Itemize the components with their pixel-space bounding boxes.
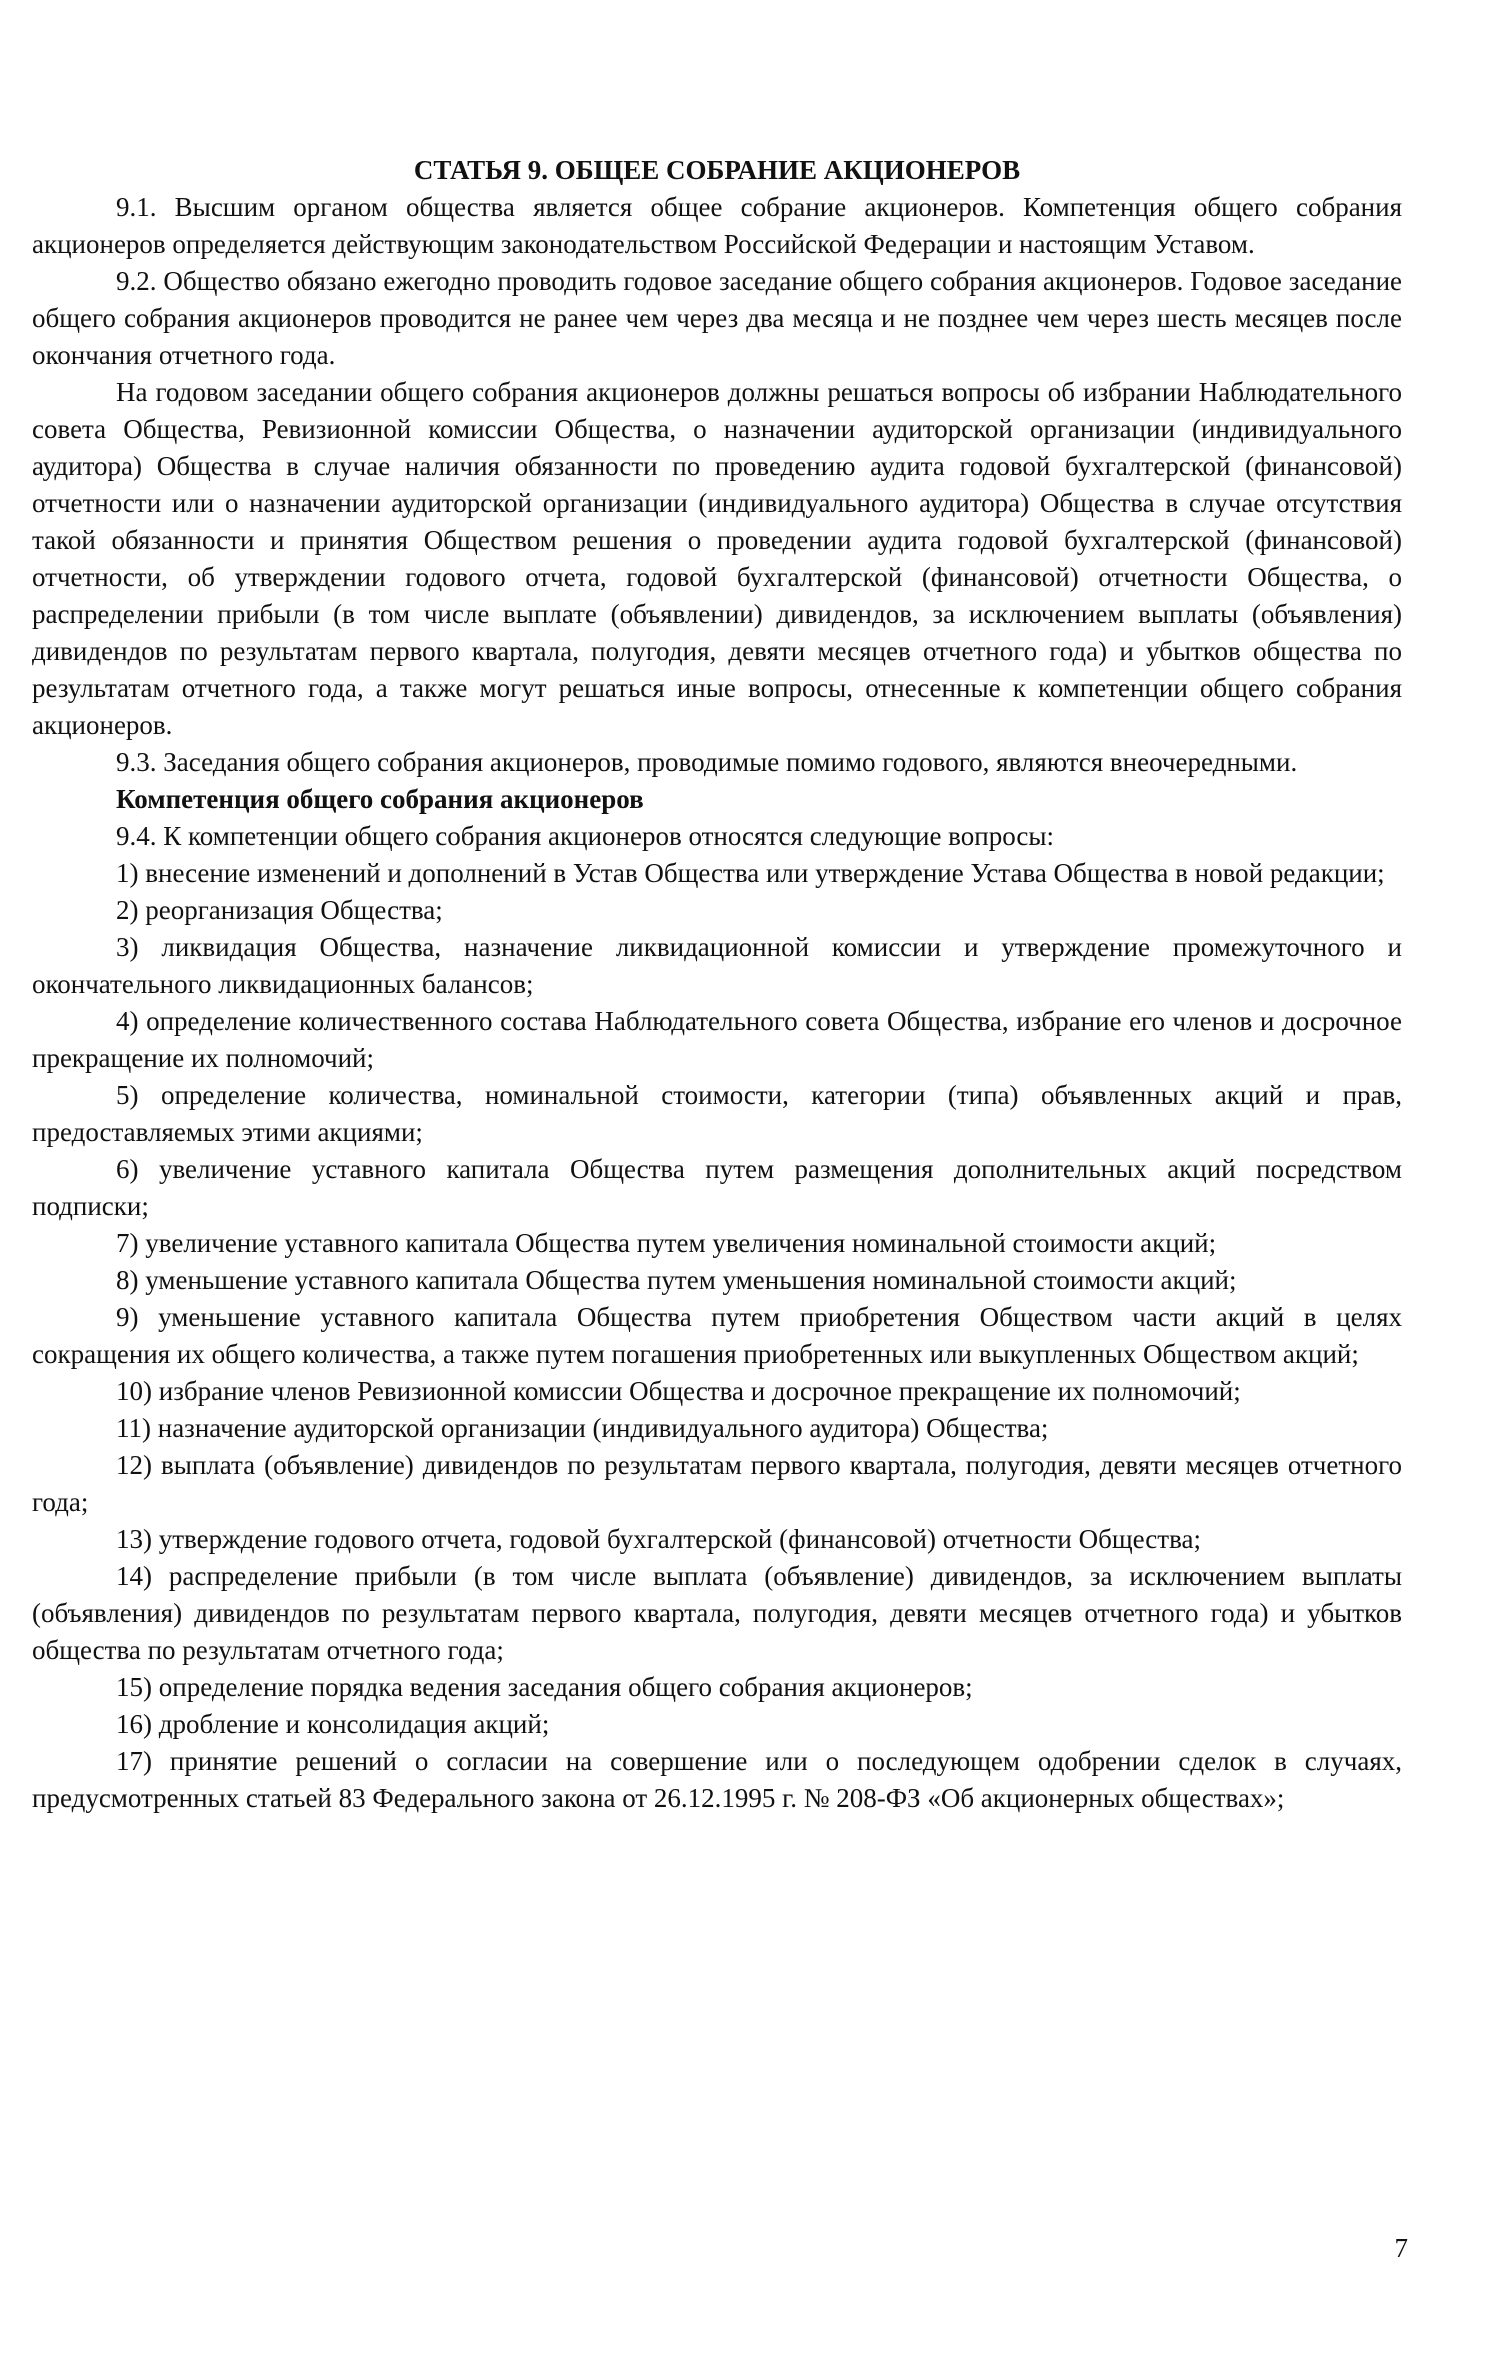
list-item: 4) определение количественного состава Наблюдательного совета Общества, избрание его членов и досрочное прекращение их полномочий; [32, 1006, 1402, 1073]
list-item: 6) увеличение уставного капитала Общества путем размещения дополнительных акций посредством подписки; [32, 1154, 1402, 1221]
paragraph-9-3: 9.3. Заседания общего собрания акционеров, проводимые помимо годового, являются внеочередными. [116, 747, 1298, 777]
paragraph-9-4: 9.4. К компетенции общего собрания акционеров относятся следующие вопросы: [116, 821, 1054, 851]
list-item: 1) внесение изменений и дополнений в Устав Общества или утверждение Устава Общества в новой редакции; [116, 858, 1385, 888]
paragraph-9-2: 9.2. Общество обязано ежегодно проводить годовое заседание общего собрания акционеров. Годовое заседание общего собрания акционеров проводится не ранее чем через два месяца и не позднее чем через шесть месяцев после окончания отчетного года. [32, 266, 1402, 370]
list-item: 8) уменьшение уставного капитала Общества путем уменьшения номинальной стоимости акций; [116, 1265, 1237, 1295]
article-title: СТАТЬЯ 9. ОБЩЕЕ СОБРАНИЕ АКЦИОНЕРОВ [413, 155, 1021, 185]
paragraph-9-1: 9.1. Высшим органом общества является общее собрание акционеров. Компетенция общего собрания акционеров определяется действующим законодательством Российской Федерации и настоящим Уставом. [32, 192, 1402, 259]
list-item: 12) выплата (объявление) дивидендов по результатам первого квартала, полугодия, девяти месяцев отчетного года; [32, 1450, 1402, 1517]
paragraph-annual-meeting: На годовом заседании общего собрания акционеров должны решаться вопросы об избрании Наблюдательного совета Общества, Ревизионной комиссии Общества, о назначении аудиторской организации (индивидуального аудитора) Общества в случае наличия обязанности по проведению аудита годовой бухгалтерской (финансовой) отчетности или о назначении аудиторской организации (индивидуального аудитора) Общества в случае отсутствия такой обязанности и принятия Обществом решения о проведении аудита годовой бухгалтерской (финансовой) отчетности, об утверждении годового отчета, годовой бухгалтерской (финансовой) отчетности Общества, о распределении прибыли (в том числе выплате (объявлении) дивидендов, за исключением выплаты (объявления) дивидендов по результатам первого квартала, полугодия, девяти месяцев отчетного года) и убытков общества по результатам отчетного года, а также могут решаться иные вопросы, отнесенные к компетенции общего собрания акционеров. [32, 377, 1402, 740]
list-item: 5) определение количества, номинальной стоимости, категории (типа) объявленных акций и прав, предоставляемых этими акциями; [32, 1080, 1402, 1147]
list-item: 2) реорганизация Общества; [116, 895, 443, 925]
page-number: 7 [1394, 2233, 1408, 2263]
list-item: 14) распределение прибыли (в том числе выплата (объявление) дивидендов, за исключением выплаты (объявления) дивидендов по результатам первого квартала, полугодия, девяти месяцев отчетного года) и убытков общества по результатам отчетного года; [32, 1561, 1402, 1665]
list-item: 16) дробление и консолидация акций; [116, 1709, 550, 1739]
competence-subheading: Компетенция общего собрания акционеров [116, 784, 644, 814]
list-item: 13) утверждение годового отчета, годовой бухгалтерской (финансовой) отчетности Общества; [116, 1524, 1201, 1554]
list-item: 17) принятие решений о согласии на совершение или о последующем одобрении сделок в случаях, предусмотренных статьей 83 Федерального закона от 26.12.1995 г. № 208-ФЗ «Об акционерных обществах»; [32, 1746, 1402, 1813]
list-item: 15) определение порядка ведения заседания общего собрания акционеров; [116, 1672, 973, 1702]
list-item: 9) уменьшение уставного капитала Общества путем приобретения Обществом части акций в целях сокращения их общего количества, а также путем погашения приобретенных или выкупленных Обществом акций; [32, 1302, 1402, 1369]
list-item: 11) назначение аудиторской организации (индивидуального аудитора) Общества; [116, 1413, 1049, 1443]
list-item: 3) ликвидация Общества, назначение ликвидационной комиссии и утверждение промежуточного и окончательного ликвидационных балансов; [32, 932, 1402, 999]
list-item: 7) увеличение уставного капитала Общества путем увеличения номинальной стоимости акций; [116, 1228, 1217, 1258]
list-item: 10) избрание членов Ревизионной комиссии Общества и досрочное прекращение их полномочий; [116, 1376, 1241, 1406]
document-page [32, 152, 1402, 1817]
